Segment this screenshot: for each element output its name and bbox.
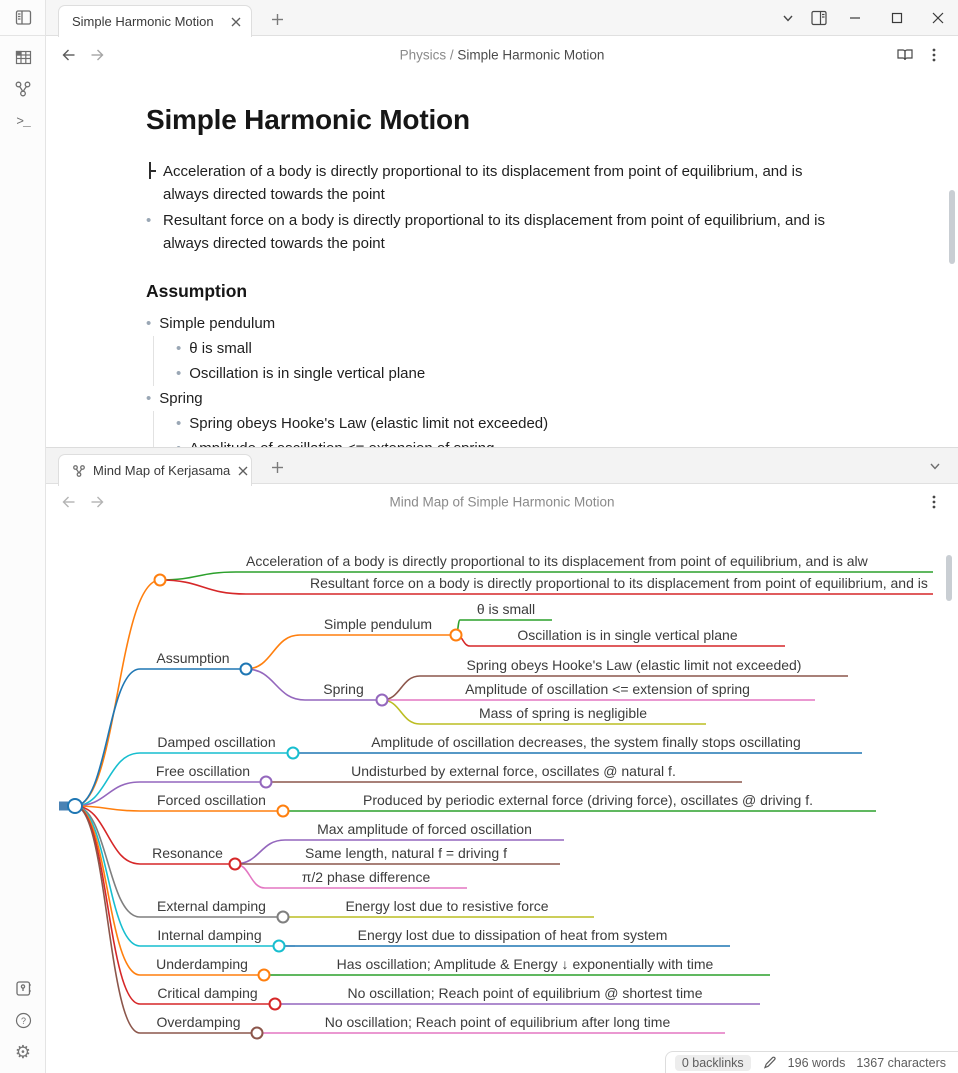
settings-gear-icon[interactable]: ⚙ xyxy=(14,1041,32,1063)
tab-mind-map[interactable] xyxy=(58,454,252,486)
tab-title: Simple Harmonic Motion xyxy=(72,14,214,29)
mindmap-link xyxy=(246,635,300,669)
edit-pencil-icon xyxy=(762,1055,777,1070)
mindmap-node-label[interactable]: Assumption xyxy=(156,650,230,666)
mindmap-link xyxy=(160,580,246,594)
backlinks-count[interactable]: 0 backlinks xyxy=(675,1055,751,1071)
more-options-icon[interactable] xyxy=(927,47,941,63)
mindmap-scrollbar[interactable] xyxy=(946,555,952,601)
mindmap-node-label[interactable]: Overdamping xyxy=(156,1014,241,1030)
right-sidebar-toggle-icon[interactable] xyxy=(810,8,829,27)
mindmap-node-label[interactable]: Same length, natural f = driving f xyxy=(305,845,507,861)
vault-switcher-icon[interactable] xyxy=(0,974,46,1002)
mindmap-view-icon[interactable] xyxy=(0,75,46,103)
window-close-icon[interactable] xyxy=(932,11,945,24)
help-icon[interactable] xyxy=(0,1006,46,1034)
note-view-header xyxy=(46,36,958,74)
mindmap-tab-icon xyxy=(72,464,86,478)
mindmap-node-label[interactable]: Spring xyxy=(323,681,364,697)
table-view-icon[interactable] xyxy=(0,43,46,71)
mindmap-pane xyxy=(46,447,958,1073)
mindmap-node-label[interactable]: Critical damping xyxy=(157,985,258,1001)
mindmap-node-label[interactable]: Forced oscillation xyxy=(157,792,266,808)
mindmap-link xyxy=(75,806,140,975)
tab-close-icon[interactable] xyxy=(237,465,249,477)
more-options-icon[interactable] xyxy=(927,494,941,510)
mindmap-node-label[interactable]: Oscillation is in single vertical plane xyxy=(517,627,738,643)
outline-subitem: • Spring obeys Hooke's Law (elastic limit not exceeded) xyxy=(176,415,549,432)
note-title: Simple Harmonic Motion xyxy=(146,104,470,135)
doc-bullet-item: • Resultant force on a body is directly proportional to its displacement from point of equilibrium, and is always directed towards the point xyxy=(146,209,898,255)
new-tab-icon[interactable] xyxy=(266,456,288,478)
mindmap-link xyxy=(75,806,140,1033)
tab-list-chevron-icon[interactable] xyxy=(781,11,795,25)
mindmap-canvas[interactable] xyxy=(46,520,958,1073)
mindmap-node-label[interactable]: Simple pendulum xyxy=(323,616,433,632)
mindmap-node-label[interactable]: No oscillation; Reach point of equilibrium @ shortest time xyxy=(347,985,703,1001)
status-bar xyxy=(665,1051,958,1073)
assumption-heading: Assumption xyxy=(146,281,248,301)
tab-list-chevron-icon[interactable] xyxy=(928,459,942,473)
mindmap-node-label[interactable]: Max amplitude of forced oscillation xyxy=(317,821,532,837)
mindmap-node-label[interactable]: Amplitude of oscillation decreases, the system finally stops oscillating xyxy=(371,734,801,750)
outline-subitem: • θ is small xyxy=(176,340,252,357)
tab-close-icon[interactable] xyxy=(230,16,242,28)
mindmap-node-label[interactable]: Damped oscillation xyxy=(157,734,276,750)
word-count: 196 words xyxy=(787,1055,846,1070)
mindmap-link xyxy=(246,669,305,700)
bottom-tab-bar xyxy=(46,447,958,484)
mindmap-node-label[interactable]: θ is small xyxy=(476,601,536,617)
mindmap-node-label[interactable]: Spring obeys Hooke's Law (elastic limit not exceeded) xyxy=(466,657,802,673)
mindmap-node-circle[interactable] xyxy=(155,575,166,586)
breadcrumb-current[interactable]: Simple Harmonic Motion xyxy=(457,47,605,63)
mindmap-node-label[interactable]: Produced by periodic external force (driving force), oscillates @ driving f. xyxy=(363,792,813,808)
mindmap-node-label[interactable]: Undisturbed by external force, oscillates @ natural f. xyxy=(351,763,676,779)
mindmap-link xyxy=(160,572,236,580)
mindmap-node-label[interactable]: Energy lost due to dissipation of heat from system xyxy=(357,927,668,943)
top-tab-bar xyxy=(46,0,958,36)
mindmap-node-circle[interactable] xyxy=(68,799,82,813)
mindmap-link xyxy=(75,753,140,806)
mindmap-node-label[interactable]: Underdamping xyxy=(156,956,248,972)
note-editor[interactable] xyxy=(46,104,958,477)
outline-subitem: • Oscillation is in single vertical plane xyxy=(176,365,426,382)
outline-item: • Spring xyxy=(146,390,203,407)
breadcrumb-parent[interactable]: Physics xyxy=(399,47,447,63)
breadcrumb-separator: / xyxy=(446,47,458,63)
mindmap-node-label[interactable]: Amplitude of oscillation <= extension of spring xyxy=(465,681,750,697)
note-scrollbar[interactable] xyxy=(949,190,955,264)
mindmap-node-label[interactable]: No oscillation; Reach point of equilibrium after long time xyxy=(324,1014,671,1030)
new-tab-icon[interactable] xyxy=(266,8,288,30)
mindmap-node-label[interactable]: Free oscillation xyxy=(155,763,251,779)
mindmap-node-label[interactable]: π/2 phase difference xyxy=(301,869,431,885)
mindmap-node-label[interactable]: Resultant force on a body is directly proportional to its displacement from point of equilibrium, and is xyxy=(310,575,928,591)
mindmap-header-title: Mind Map of Simple Harmonic Motion xyxy=(389,494,615,510)
window-maximize-icon[interactable] xyxy=(891,12,903,24)
mindmap-node-label[interactable]: External damping xyxy=(157,898,266,914)
mindmap-view-header xyxy=(46,484,958,520)
tab-simple-harmonic-motion[interactable] xyxy=(58,5,252,37)
doc-bullet-item: Acceleration of a body is directly proportional to its displacement from point of equilibrium, and is always directed towards the point xyxy=(146,160,898,206)
left-ribbon xyxy=(0,0,46,1073)
mindmap-root-handle[interactable] xyxy=(59,802,68,811)
mindmap-node-label[interactable]: Resonance xyxy=(152,845,223,861)
mindmap-link xyxy=(75,669,140,806)
note-outline xyxy=(146,311,898,461)
tab-title: Mind Map of Kerjasama xyxy=(93,463,231,478)
mindmap-link xyxy=(382,700,420,724)
outline-item: • Simple pendulum xyxy=(146,315,276,332)
mindmap-node-label[interactable]: Acceleration of a body is directly proportional to its displacement from point of equilibrium, and is alw xyxy=(246,553,868,569)
mindmap-node-label[interactable]: Has oscillation; Amplitude & Energy ↓ exponentially with time xyxy=(336,956,714,972)
note-intro-list xyxy=(146,160,898,255)
svg-text:?: ? xyxy=(20,1015,26,1026)
note-pane xyxy=(46,0,958,447)
reading-view-book-icon[interactable] xyxy=(896,46,915,65)
window-minimize-icon[interactable] xyxy=(849,11,862,24)
text-cursor-marker xyxy=(146,160,163,206)
character-count: 1367 characters xyxy=(856,1055,946,1070)
mindmap-node-label[interactable]: Internal damping xyxy=(157,927,262,943)
terminal-icon[interactable]: >_ xyxy=(16,113,30,129)
mindmap-node-label[interactable]: Mass of spring is negligible xyxy=(478,705,648,721)
mindmap-node-label[interactable]: Energy lost due to resistive force xyxy=(345,898,549,914)
bullet-marker: • xyxy=(146,212,152,229)
breadcrumb xyxy=(46,48,958,63)
left-sidebar-toggle-icon[interactable] xyxy=(14,8,33,27)
